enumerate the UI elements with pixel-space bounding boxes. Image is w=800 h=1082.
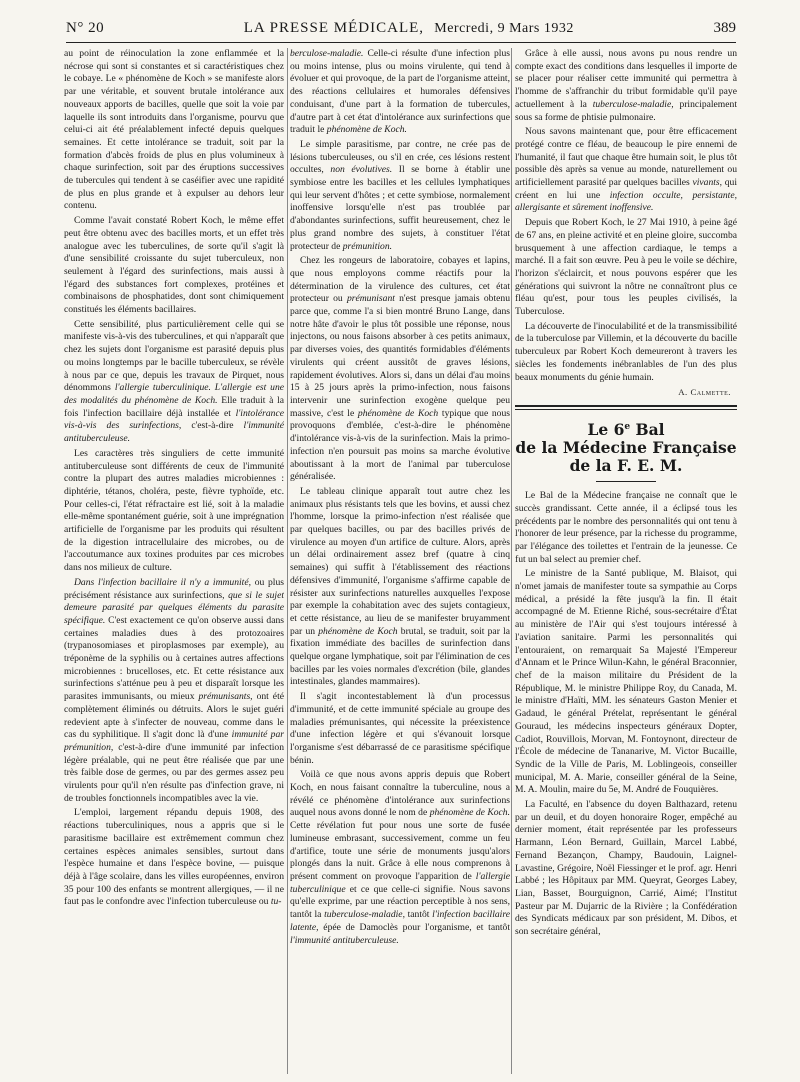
italic-run: l'allergie tuberculinique bbox=[290, 871, 510, 895]
text-run: Grâce à elle aussi, nous avons pu nous rendre un compte exact des conditions dans lesquelles il importe de se placer pour réaliser cette immunité qui permettra à l'homme de s'affranchir du tribut formidable qu'il paye actuellement à la bbox=[515, 48, 737, 110]
paragraph: Il s'agit incontestablement là d'un processus d'immunité, et de cette immunité spéciale au groupe des maladies prémunisantes, qui nécessite la préexistence d'une infection légère et qui s'évanouit lorsque l'organisme s'est débarrassé de ce parasitisme spécifique bénin. bbox=[290, 691, 510, 766]
italic-run: l'intolérance vis-à-vis des surinfections, bbox=[64, 407, 284, 432]
column-rule bbox=[287, 48, 288, 1074]
text-run: Chez les rongeurs de laboratoire, cobayes et lapins, que nous employons comme réactifs pour la détermination de la virulence des cultures, cet état protecteur ou bbox=[290, 255, 510, 305]
headline-line-2: de la Médecine Française bbox=[515, 438, 737, 458]
page-number: 389 bbox=[713, 20, 736, 36]
journal-title: LA PRESSE MÉDICALE, bbox=[243, 20, 425, 36]
text-run: ont été complètement éliminés ou détruits. Alors le sujet guéri redevient apte à s'infecter de nouveau, comme dans le cas du syphilitique. Il s'agit donc là d'une bbox=[64, 691, 284, 741]
paragraph bbox=[290, 486, 510, 689]
headline-line-1 bbox=[515, 418, 737, 439]
author-signature: A. Calmette. bbox=[678, 387, 731, 398]
text-run: qui créent en lui une bbox=[515, 177, 737, 201]
text-run: et ce que celle-ci signifie. Nous savons qu'elle exprime, par une réaction perceptible à nos sens, tantôt la bbox=[290, 883, 510, 921]
paragraph bbox=[290, 48, 510, 137]
italic-run: prémunisants, bbox=[198, 691, 253, 703]
text-run: principalement sous sa forme de phtisie pulmonaire. bbox=[515, 98, 737, 123]
text-run: Le simple parasitisme, par contre, ne crée pas de lésions tuberculeuses, ou s'il en crée, ces lésions restent occultes, bbox=[290, 138, 510, 176]
headline-line-3: de la F. E. M. bbox=[569, 456, 683, 476]
paragraph: Depuis que Robert Koch, le 27 Mai 1910, à peine âgé de 67 ans, en pleine activité et en pleine gloire, succomba brusquement à une affection cardiaque, le temps a marché. Il a fait son œuvre. Peu à peu le voile se déchire, l'horizon s'éclaircit, et nous pouvons espérer que les générations qui suivront la nôtre ne connaîtront plus ce fléau qu'est, pour tous les peuples civilisés, la Tuberculose. bbox=[515, 217, 737, 318]
paragraph: La Faculté, en l'absence du doyen Balthazard, retenu par un deuil, et du doyen honoraire Roger, empêché au dernier moment, était représentée par les professeurs Harmann, Léon Bernard, Guillain, Marcel Labbé, Fernand Bezançon, Champy, Baudouin, Laignel-Lavastine, Grégoire, Noël Fiessinger et le prof. agr. Henri Labbé ; les Hôpitaux par MM. Queyrat, Georges Labey, Lian, Basset, Bourguignon, Carrié, Aimé; l'Institut Pasteur par M. Dujarric de la Rivière ; la Confédération des Syndicats médicaux par son président, M. Dibos, et son secrétaire général, bbox=[515, 799, 737, 938]
italic-run: phénomène de Koch bbox=[357, 407, 439, 419]
paragraph bbox=[290, 769, 510, 947]
paragraph: Le ministre de la Santé publique, M. Blaisot, qui n'omet jamais de manifester toute sa sympathie au Corps médical, a présidé la fête jusqu'à la fin. Il était accompagné de M. Etienne Riché, sous-secrétaire d'État au ministère de l'Air qui s'est toujours intéressé à l'aviation sanitaire. Parmi les personnalités qui l'entouraient, on remarquait Sa Majesté l'Empereur d'Annam et le Prince Wilun-Kahn, le général Braconnier, chef de la maison militaire du Président de la République, M. le ministre Philippe Roy, du Canada, M. le ministre d'Haïti, MM. les sénateurs Gaston Menier et Gadaud, le général Prételat, représentant le général Gouraud, les médecins inspecteurs généraux Dopter, Cadiot, Rouvillois, Morvan, M. Fontoynont, directeur de l'École de médecine de Tananarive, M. Victor Bucaille, Syndic de la Ville de Paris, M. Loblingeois, conseiller municipal, M. A. Marie, conseiller général de la Seine, M. A. Moulin, maire du 5e, M. André de Fouquières. bbox=[515, 568, 737, 796]
paragraph bbox=[64, 319, 284, 446]
article-separator bbox=[515, 409, 737, 410]
paragraph bbox=[515, 48, 737, 124]
italic-run: tu- bbox=[270, 896, 282, 908]
italic-run: que si le sujet demeure parasité par quelques éléments du parasite spécifique. bbox=[64, 589, 284, 626]
italic-run: Dans l'infection bacillaire il n'y a immunité, bbox=[74, 576, 252, 588]
text-run: Celle-ci résulte d'une infection plus ou moins intense, plus ou moins virulente, qui tend à évoluer et qui provoque, de la part de l'organisme atteint, des réactions cellulaires et humorales défensives conduisant, d'une part à la formation de tubercules, d'autre part à cet état d'intolérance aux surinfections que traduit le bbox=[290, 48, 510, 136]
column-2 bbox=[290, 48, 510, 1078]
italic-run: immunité par prémunition, bbox=[64, 729, 284, 753]
italic-run: berculose-maladie. bbox=[290, 48, 364, 59]
text-run: Cette révélation fut pour nous une sorte de fusée lumineuse embrasant, successivement, comme un feu d'artifice, toute une série de monuments jusqu'alors plongés dans la nuit. Grâce à elle nous comprenons à présent comment on provoque l'apparition de bbox=[290, 820, 510, 882]
headline-superscript: e bbox=[624, 421, 631, 432]
text-run: Cette sensibilité, plus particulièrement celle qui se manifeste vis-à-vis des tuberculines, et qui n'apparaît que chez les sujets dont l'organisme est parasité depuis plus ou moins longtemps par le bacille tuberculeux, se révèle à nous par ce que, depuis les travaux de Pirquet, nous dénommons bbox=[64, 318, 284, 394]
paragraph: Les caractères très singuliers de cette immunité antituberculeuse sont différents de ceux de l'immunité contre la plupart des autres maladies microbiennes : diphtérie, tétanos, choléra, peste, fièvre typhoïde, etc. Pour celles-ci, l'état réfractaire est lié, soit à la maladie elle-même spontanément guérie, soit à une imprégnation artificielle de l'organisme par les produits qui résultent de la digestion intracellulaire des microbes, ou de l'accoutumance aux toxines produites par ces microbes dans nos milieux de culture. bbox=[64, 447, 284, 574]
text-run: c'est-à-dire d'une immunité par infection légère préalable, qui ne peut être réalisée que par une très faible dose de germes, ou par des germes assez peu virulents pour qu'il n'en résulte pas d'infection grave, ni de troubles fonctionnels incompatibles avec la vie. bbox=[64, 741, 284, 804]
text-run: L'emploi, largement répandu depuis 1908, des réactions tuberculiniques, nous a appris que si le parasitisme bacillaire est extrêmement commun chez certaines espèces animales sensibles, surtout dans l'espèce humaine et dans l'espèce bovine, — puisque déjà à l'âge scolaire, dans les villes européennes, environ 35 pour 100 des enfants se montrent allergiques, — il ne faut pas le confondre avec l'infection tuberculeuse ou bbox=[64, 807, 284, 908]
italic-run: phénomène de Koch. bbox=[326, 124, 407, 136]
headline-rule bbox=[596, 481, 656, 482]
paragraph bbox=[64, 807, 284, 909]
headline-text: Bal bbox=[630, 420, 665, 440]
text-run: Il se borne à établir une symbiose entre les bacilles et les cellules lymphatiques qui leur servent d'hôtes ; et cette symbiose, normalement inoffensive lorsqu'elle n'est pas troublée par d'abondantes surinfections, suffit heureusement, chez le plus grand nombre des sujets, à constituer l'état protecteur de bbox=[290, 164, 510, 252]
italic-run: phénomène de Koch. bbox=[429, 807, 510, 819]
italic-run: l'immunité antituberculeuse. bbox=[64, 420, 284, 445]
paragraph bbox=[290, 255, 510, 484]
column-3 bbox=[515, 48, 737, 1078]
paragraph bbox=[290, 139, 510, 253]
headline-text: Le 6 bbox=[587, 420, 625, 440]
paragraph: La découverte de l'inoculabilité et de la transmissibilité de la tuberculose par Villemin, et la découverte du bacille tuberculeux par Robert Koch demeureront à travers les siècles les fondements inébranlables de l'un des plus beaux monuments du génie humain. bbox=[515, 320, 737, 383]
text-run: C'est exactement ce qu'on observe aussi dans certaines maladies dues à des protozoaires (trypanosomiases et piroplasmoses par exemple), au tréponème de la syphilis ou à certaines autres affections microbiennes : brucelloses, etc. Et cette résistance aux surinfections s'atténue peu à peu et disparaît lorsque les parasites immunisants, ou mieux bbox=[64, 614, 284, 703]
italic-run: l'infection bacillaire latente, bbox=[290, 909, 510, 933]
italic-run: infection occulte, persistante, allergisante et sûrement inoffensive. bbox=[515, 189, 737, 214]
issue-number: N° 20 bbox=[66, 20, 105, 36]
paragraph: Comme l'avait constaté Robert Koch, le même effet peut être obtenu avec des bacilles morts, et un effet très analogue avec les tuberculines, de sorte qu'il s'agit là d'une sensibilité croissante du sujet tuberculeux, non seulement à l'égard des surinfections, mais aussi à l'égard des substances fort complexes, protéines et combinaisons de phosphatides, dont sont chimiquement constitués les éléments bacillaires. bbox=[64, 215, 284, 316]
italic-run: l'allergie tuberculinique. L'allergie est une des modalités du phénomène de Koch. bbox=[64, 382, 284, 406]
text-run: typique que nous provoquons d'emblée, c'est-à-dire le phénomène d'intolérance vis-à-vis de la surinfection. Mais la primo-infection n'en poursuit pas moins sa marche évolutive aboutissant à la mort de l'animal par tuberculose généralisée. bbox=[290, 407, 510, 483]
text-run: Le tableau clinique apparaît tout autre chez les animaux plus résistants tels que les bovins, et aussi chez l'homme, lorsque la primo-infection n'est réalisée que par quelques bacilles, ou par des bacilles privés de virulence au moyen d'un artifice de culture. Alors, après un délai ordinairement assez bref (quatre à cinq semaines) qui suffit à l'établissement des réactions défensives d'immunité, l'organisme s'affirme capable de résister aux surinfections naturelles auxquelles l'expose par exemple la cohabitation avec des sujets contagieux, et cette résistance, au lieu de se manifester bruyamment par un bbox=[290, 485, 510, 637]
paragraph: au point de réinoculation la zone enflammée et la nécrose qui sont si constantes et si caractéristiques chez le cobaye. Le « phénomène de Koch » se manifeste alors par une véritable, et souvent brutale intolérance aux nouveaux apports de bacilles, quelle que soit la voie par laquelle ils sont introduits dans l'organisme, pourvu que celui-ci ait été préalablement infecté depuis quelques semaines. Et cette intolérance se traduit, soit par la formation d'abcès froids de plus en plus volumineux à chaque surinfection, soit par des éruptions successives de tubercules qui tendent à se caséifier avec une rapidité de plus en plus grande et à expulser au dehors leur contenu. bbox=[64, 48, 284, 212]
journal-title-line bbox=[244, 20, 574, 37]
paragraph bbox=[64, 577, 284, 806]
text-run: ou plus précisément résistance aux surinfections, bbox=[64, 576, 284, 601]
italic-run: l'immunité antituberculeuse. bbox=[290, 934, 399, 946]
article-separator bbox=[515, 405, 737, 407]
text-run: tantôt bbox=[404, 909, 433, 921]
paragraph bbox=[515, 126, 737, 215]
italic-run: non évolutives. bbox=[330, 164, 393, 176]
text-run: brutal, se traduit, soit par la fixation immédiate des bacilles de surinfection dans quelque organe lymphatique, soit par l'élimination de ces bacilles par les voies normales d'excrétion (bile, glandes intestinales, glandes mammaires). bbox=[290, 625, 510, 688]
text-run: Voilà ce que nous avons appris depuis que Robert Koch, en nous faisant connaître la tuberculine, nous a révélé ce phénomène d'intolérance aux surinfections auquel nous avons donné le nom de bbox=[290, 769, 510, 819]
issue-date: Mercredi, 9 Mars 1932 bbox=[434, 21, 574, 36]
paragraph: Le Bal de la Médecine française ne connaît que le succès grandissant. Cette année, il a éclipsé tous les précédents par le nombre des personnalités qui ont tenu à l'honorer de leur présence, par la richesse du programme, par l'élégance des toilettes et l'entrain de la jeunesse. Ce fut un bal select au premier chef. bbox=[515, 490, 737, 565]
text-run: épée de Damoclès pour l'organisme, et tantôt bbox=[318, 921, 510, 933]
italic-run: phénomène de Koch bbox=[318, 625, 398, 637]
column-1 bbox=[64, 48, 284, 1078]
italic-run: vivants, bbox=[692, 177, 723, 189]
italic-run: tuberculose-maladie, bbox=[592, 98, 674, 110]
article-headline bbox=[515, 418, 737, 475]
italic-run: prémunition. bbox=[342, 240, 393, 252]
masthead bbox=[66, 20, 736, 43]
text-run: Nous savons maintenant que, pour être efficacement protégé contre ce fléau, de beaucoup le pire ennemi de l'humanité, il faut que chaque être humain soit, le plus tôt possible dès après sa venue au monde, naturellement ou artificiellement parasité par quelques bacilles bbox=[515, 126, 737, 189]
column-rule bbox=[511, 48, 512, 1074]
italic-run: prémunisant bbox=[346, 293, 395, 305]
italic-run: tuberculose-maladie, bbox=[324, 909, 405, 921]
text-run: n'est presque jamais obtenu parce que, comme l'a si bien montré Bruno Lange, dans notre hâte d'avoir le plus tôt possible une réponse, nous injectons, ou nous faisons absorber à ces petits animaux, par diverses voies, des quantités formidables d'éléments virulents qui créent aussitôt de graves lésions, rapidement évolutives. Alors si, dans un délai d'au moins 15 à 25 jours après la primo-infection, nous faisons intervenir une surinfection exogène quelque peu massive, c'est le bbox=[290, 293, 510, 419]
text-run: Elle traduit à la fois l'infection bacillaire déjà installée et bbox=[64, 394, 284, 419]
text-run: c'est-à-dire bbox=[181, 420, 244, 432]
